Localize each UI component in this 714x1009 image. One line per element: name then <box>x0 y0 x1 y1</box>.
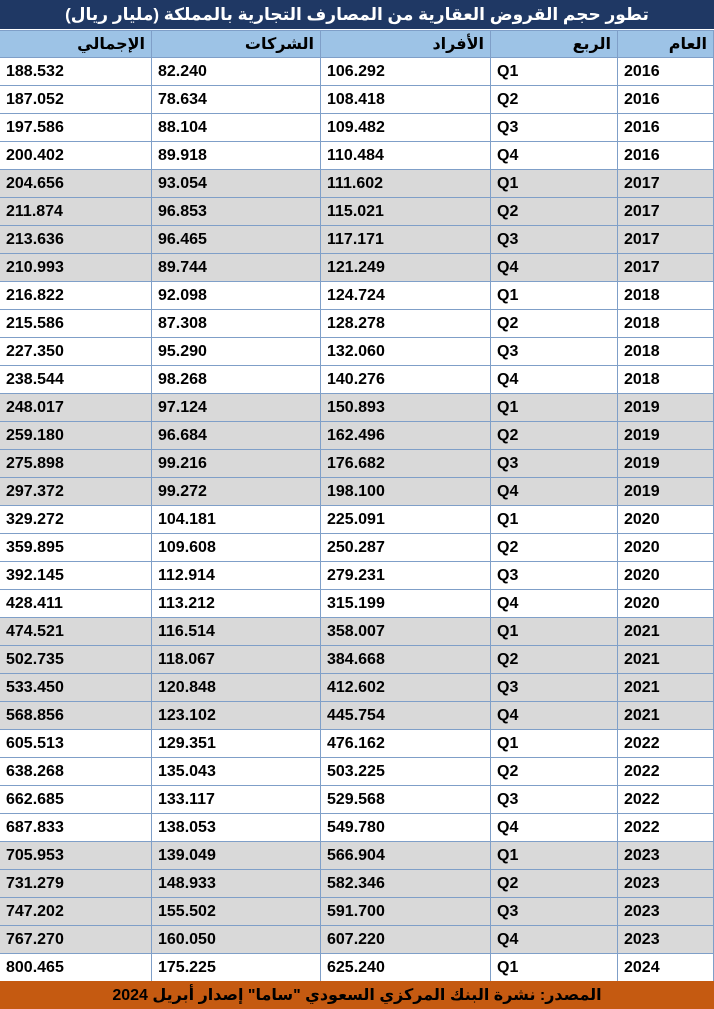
cell-quarter: Q4 <box>491 142 618 170</box>
cell-total: 204.656 <box>0 170 152 198</box>
cell-total: 210.993 <box>0 254 152 282</box>
cell-individuals: 250.287 <box>321 534 491 562</box>
cell-companies: 89.918 <box>152 142 321 170</box>
cell-total: 297.372 <box>0 478 152 506</box>
cell-total: 215.586 <box>0 310 152 338</box>
cell-total: 533.450 <box>0 674 152 702</box>
cell-total: 767.270 <box>0 926 152 954</box>
cell-year: 2020 <box>618 590 714 618</box>
cell-individuals: 128.278 <box>321 310 491 338</box>
cell-companies: 148.933 <box>152 870 321 898</box>
cell-quarter: Q3 <box>491 674 618 702</box>
cell-individuals: 115.021 <box>321 198 491 226</box>
cell-quarter: Q4 <box>491 254 618 282</box>
cell-total: 216.822 <box>0 282 152 310</box>
cell-quarter: Q3 <box>491 226 618 254</box>
cell-quarter: Q1 <box>491 394 618 422</box>
cell-companies: 109.608 <box>152 534 321 562</box>
table-row <box>0 758 714 786</box>
table-row <box>0 842 714 870</box>
cell-individuals: 109.482 <box>321 114 491 142</box>
cell-year: 2018 <box>618 366 714 394</box>
table-row <box>0 338 714 366</box>
cell-year: 2017 <box>618 198 714 226</box>
cell-individuals: 529.568 <box>321 786 491 814</box>
cell-year: 2021 <box>618 702 714 730</box>
cell-companies: 129.351 <box>152 730 321 758</box>
cell-year: 2019 <box>618 450 714 478</box>
cell-individuals: 132.060 <box>321 338 491 366</box>
cell-individuals: 198.100 <box>321 478 491 506</box>
cell-quarter: Q3 <box>491 450 618 478</box>
cell-individuals: 445.754 <box>321 702 491 730</box>
cell-companies: 175.225 <box>152 954 321 982</box>
cell-companies: 155.502 <box>152 898 321 926</box>
cell-quarter: Q1 <box>491 842 618 870</box>
table-body <box>0 58 714 982</box>
table-row <box>0 590 714 618</box>
table-row <box>0 86 714 114</box>
cell-total: 197.586 <box>0 114 152 142</box>
cell-companies: 112.914 <box>152 562 321 590</box>
cell-individuals: 358.007 <box>321 618 491 646</box>
cell-individuals: 607.220 <box>321 926 491 954</box>
table-row <box>0 534 714 562</box>
table-row <box>0 394 714 422</box>
cell-total: 800.465 <box>0 954 152 982</box>
cell-individuals: 106.292 <box>321 58 491 86</box>
cell-total: 200.402 <box>0 142 152 170</box>
cell-companies: 96.465 <box>152 226 321 254</box>
cell-individuals: 121.249 <box>321 254 491 282</box>
cell-year: 2017 <box>618 170 714 198</box>
header-total: الإجمالي <box>0 31 152 58</box>
cell-year: 2024 <box>618 954 714 982</box>
cell-companies: 133.117 <box>152 786 321 814</box>
header-year: العام <box>618 31 714 58</box>
cell-companies: 88.104 <box>152 114 321 142</box>
cell-companies: 135.043 <box>152 758 321 786</box>
table-row <box>0 506 714 534</box>
cell-individuals: 176.682 <box>321 450 491 478</box>
cell-quarter: Q2 <box>491 870 618 898</box>
cell-year: 2023 <box>618 842 714 870</box>
cell-companies: 160.050 <box>152 926 321 954</box>
cell-companies: 87.308 <box>152 310 321 338</box>
cell-year: 2021 <box>618 674 714 702</box>
cell-individuals: 225.091 <box>321 506 491 534</box>
table-row <box>0 730 714 758</box>
cell-individuals: 412.602 <box>321 674 491 702</box>
loans-table <box>0 30 714 982</box>
cell-individuals: 279.231 <box>321 562 491 590</box>
cell-total: 359.895 <box>0 534 152 562</box>
cell-quarter: Q3 <box>491 562 618 590</box>
cell-year: 2019 <box>618 422 714 450</box>
cell-companies: 96.684 <box>152 422 321 450</box>
cell-total: 705.953 <box>0 842 152 870</box>
cell-quarter: Q2 <box>491 198 618 226</box>
cell-total: 568.856 <box>0 702 152 730</box>
cell-year: 2020 <box>618 562 714 590</box>
cell-individuals: 591.700 <box>321 898 491 926</box>
cell-total: 187.052 <box>0 86 152 114</box>
cell-total: 731.279 <box>0 870 152 898</box>
cell-companies: 96.853 <box>152 198 321 226</box>
cell-quarter: Q3 <box>491 786 618 814</box>
cell-total: 474.521 <box>0 618 152 646</box>
cell-quarter: Q1 <box>491 730 618 758</box>
cell-individuals: 384.668 <box>321 646 491 674</box>
cell-quarter: Q1 <box>491 954 618 982</box>
cell-total: 275.898 <box>0 450 152 478</box>
cell-total: 329.272 <box>0 506 152 534</box>
table-row <box>0 674 714 702</box>
table-row <box>0 450 714 478</box>
cell-total: 502.735 <box>0 646 152 674</box>
cell-companies: 93.054 <box>152 170 321 198</box>
cell-year: 2017 <box>618 226 714 254</box>
cell-individuals: 150.893 <box>321 394 491 422</box>
cell-quarter: Q2 <box>491 422 618 450</box>
cell-year: 2016 <box>618 86 714 114</box>
cell-year: 2017 <box>618 254 714 282</box>
cell-year: 2020 <box>618 506 714 534</box>
cell-individuals: 566.904 <box>321 842 491 870</box>
cell-quarter: Q4 <box>491 814 618 842</box>
cell-companies: 138.053 <box>152 814 321 842</box>
cell-individuals: 476.162 <box>321 730 491 758</box>
table-row <box>0 954 714 982</box>
table-row <box>0 198 714 226</box>
cell-companies: 99.272 <box>152 478 321 506</box>
header-quarter: الربع <box>491 31 618 58</box>
table-row <box>0 366 714 394</box>
cell-total: 687.833 <box>0 814 152 842</box>
cell-total: 211.874 <box>0 198 152 226</box>
cell-total: 213.636 <box>0 226 152 254</box>
table-row <box>0 58 714 86</box>
table-row <box>0 310 714 338</box>
cell-total: 605.513 <box>0 730 152 758</box>
cell-total: 428.411 <box>0 590 152 618</box>
cell-year: 2021 <box>618 618 714 646</box>
table-row <box>0 114 714 142</box>
cell-year: 2018 <box>618 338 714 366</box>
cell-total: 392.145 <box>0 562 152 590</box>
cell-companies: 98.268 <box>152 366 321 394</box>
cell-year: 2016 <box>618 142 714 170</box>
cell-total: 188.532 <box>0 58 152 86</box>
table-row <box>0 142 714 170</box>
table-row <box>0 226 714 254</box>
cell-quarter: Q2 <box>491 646 618 674</box>
cell-companies: 89.744 <box>152 254 321 282</box>
header-individuals: الأفراد <box>321 31 491 58</box>
table-row <box>0 170 714 198</box>
cell-quarter: Q4 <box>491 590 618 618</box>
cell-individuals: 162.496 <box>321 422 491 450</box>
source-note: المصدر: نشرة البنك المركزي السعودي "ساما" إصدار أبريل 2024 <box>0 981 714 1009</box>
cell-year: 2019 <box>618 478 714 506</box>
cell-quarter: Q3 <box>491 338 618 366</box>
cell-year: 2016 <box>618 58 714 86</box>
cell-companies: 120.848 <box>152 674 321 702</box>
table-row <box>0 646 714 674</box>
cell-year: 2021 <box>618 646 714 674</box>
cell-companies: 95.290 <box>152 338 321 366</box>
cell-individuals: 503.225 <box>321 758 491 786</box>
cell-individuals: 111.602 <box>321 170 491 198</box>
cell-quarter: Q1 <box>491 506 618 534</box>
table-row <box>0 254 714 282</box>
cell-year: 2023 <box>618 870 714 898</box>
cell-total: 638.268 <box>0 758 152 786</box>
cell-companies: 123.102 <box>152 702 321 730</box>
cell-individuals: 124.724 <box>321 282 491 310</box>
cell-quarter: Q1 <box>491 282 618 310</box>
cell-companies: 116.514 <box>152 618 321 646</box>
cell-quarter: Q1 <box>491 58 618 86</box>
cell-year: 2022 <box>618 758 714 786</box>
table-title: تطور حجم القروض العقارية من المصارف التجارية بالمملكة (مليار ريال) <box>0 0 714 30</box>
table-row <box>0 870 714 898</box>
cell-quarter: Q4 <box>491 366 618 394</box>
table-row <box>0 422 714 450</box>
table-row <box>0 786 714 814</box>
cell-individuals: 140.276 <box>321 366 491 394</box>
cell-year: 2022 <box>618 814 714 842</box>
cell-year: 2022 <box>618 786 714 814</box>
cell-companies: 139.049 <box>152 842 321 870</box>
table-row <box>0 814 714 842</box>
table-row <box>0 898 714 926</box>
cell-total: 238.544 <box>0 366 152 394</box>
cell-quarter: Q2 <box>491 534 618 562</box>
cell-individuals: 108.418 <box>321 86 491 114</box>
cell-individuals: 117.171 <box>321 226 491 254</box>
cell-total: 662.685 <box>0 786 152 814</box>
cell-quarter: Q3 <box>491 898 618 926</box>
table-row <box>0 618 714 646</box>
header-companies: الشركات <box>152 31 321 58</box>
cell-year: 2023 <box>618 898 714 926</box>
cell-total: 248.017 <box>0 394 152 422</box>
cell-quarter: Q2 <box>491 86 618 114</box>
table-row <box>0 282 714 310</box>
cell-year: 2016 <box>618 114 714 142</box>
table-row <box>0 562 714 590</box>
cell-quarter: Q2 <box>491 758 618 786</box>
cell-quarter: Q1 <box>491 170 618 198</box>
cell-total: 227.350 <box>0 338 152 366</box>
cell-companies: 113.212 <box>152 590 321 618</box>
cell-individuals: 625.240 <box>321 954 491 982</box>
table-row <box>0 478 714 506</box>
cell-total: 259.180 <box>0 422 152 450</box>
cell-quarter: Q2 <box>491 310 618 338</box>
cell-individuals: 110.484 <box>321 142 491 170</box>
cell-year: 2023 <box>618 926 714 954</box>
cell-quarter: Q4 <box>491 702 618 730</box>
cell-quarter: Q4 <box>491 478 618 506</box>
cell-individuals: 582.346 <box>321 870 491 898</box>
cell-total: 747.202 <box>0 898 152 926</box>
cell-individuals: 549.780 <box>321 814 491 842</box>
cell-year: 2018 <box>618 282 714 310</box>
cell-companies: 97.124 <box>152 394 321 422</box>
cell-companies: 92.098 <box>152 282 321 310</box>
table-row <box>0 702 714 730</box>
cell-quarter: Q4 <box>491 926 618 954</box>
cell-companies: 99.216 <box>152 450 321 478</box>
cell-year: 2018 <box>618 310 714 338</box>
cell-individuals: 315.199 <box>321 590 491 618</box>
cell-companies: 118.067 <box>152 646 321 674</box>
cell-companies: 78.634 <box>152 86 321 114</box>
table-row <box>0 926 714 954</box>
cell-companies: 104.181 <box>152 506 321 534</box>
cell-quarter: Q3 <box>491 114 618 142</box>
cell-companies: 82.240 <box>152 58 321 86</box>
cell-quarter: Q1 <box>491 618 618 646</box>
cell-year: 2020 <box>618 534 714 562</box>
cell-year: 2019 <box>618 394 714 422</box>
cell-year: 2022 <box>618 730 714 758</box>
header-row <box>0 31 714 58</box>
